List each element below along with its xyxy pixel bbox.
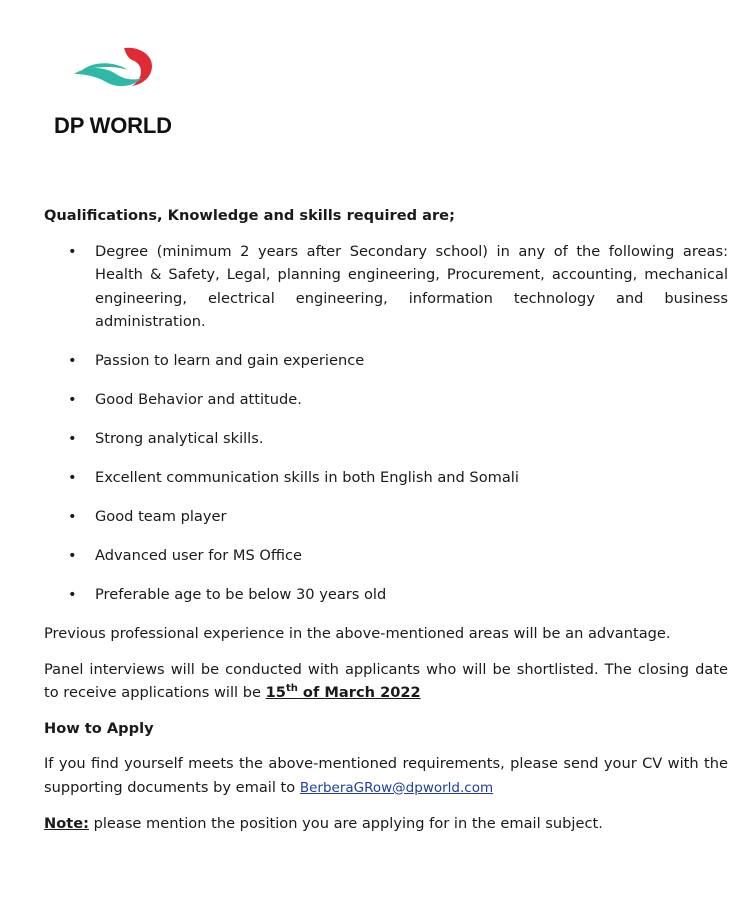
list-item-text: Degree (minimum 2 years after Secondary school) in any of the following areas: Health & Safety, Legal, planning engineering, Procurement, accounting, mechanical engineering, electrical engineering, information technology and business administration.: [95, 242, 728, 330]
apply-paragraph: [44, 752, 728, 800]
list-item: [44, 388, 728, 412]
list-item: [44, 505, 728, 529]
list-item: [44, 544, 728, 568]
list-item: [44, 466, 728, 490]
list-item: [44, 427, 728, 451]
note-label: Note:: [44, 815, 89, 832]
closing-paragraph: [44, 658, 728, 705]
closing-date: [266, 684, 421, 701]
email-link[interactable]: BerberaGRow@dpworld.com: [299, 779, 494, 796]
advantage-paragraph: Previous professional experience in the above-mentioned areas will be an advantage.: [44, 625, 671, 642]
list-item: [44, 349, 728, 373]
note-text: please mention the position you are applying for in the email subject.: [93, 815, 603, 832]
closing-text: Panel interviews will be conducted with applicants who will be shortlisted. The closing date to receive applications will be: [44, 660, 728, 701]
closing-date-suffix: th: [285, 683, 298, 695]
list-item-text: Excellent communication skills in both English and Somali: [95, 469, 519, 486]
qualifications-heading: Qualifications, Knowledge and skills required are;: [44, 207, 455, 224]
list-item-text: Good Behavior and attitude.: [95, 391, 302, 408]
bullet-icon: •: [68, 469, 77, 486]
how-to-apply-heading: How to Apply: [44, 719, 154, 737]
list-item: [44, 240, 728, 334]
qualifications-list: [44, 240, 728, 607]
bullet-icon: •: [68, 586, 77, 603]
closing-date-rest: of March 2022: [297, 684, 421, 701]
note-paragraph: [44, 812, 728, 836]
dp-world-logo: [52, 44, 212, 144]
bullet-icon: •: [68, 242, 77, 260]
bullet-icon: •: [68, 547, 77, 564]
list-item-text: Passion to learn and gain experience: [95, 352, 365, 369]
list-item-text: Good team player: [95, 508, 227, 525]
list-item-text: Preferable age to be below 30 years old: [95, 586, 387, 603]
closing-date-day: 15: [265, 684, 286, 701]
list-item-text: Advanced user for MS Office: [95, 547, 302, 564]
bullet-icon: •: [68, 508, 77, 525]
list-item: [44, 583, 728, 607]
logo-wordmark: DP WORLD: [54, 113, 172, 138]
job-requirements-document: [44, 204, 728, 848]
bullet-icon: •: [68, 430, 77, 447]
list-item-text: Strong analytical skills.: [95, 430, 264, 447]
dp-world-logo-mark-icon: [72, 44, 162, 106]
apply-text: If you find yourself meets the above-mentioned requirements, please send your CV with the supporting documents by email to: [44, 755, 728, 796]
bullet-icon: •: [68, 391, 77, 408]
bullet-icon: •: [68, 352, 77, 369]
